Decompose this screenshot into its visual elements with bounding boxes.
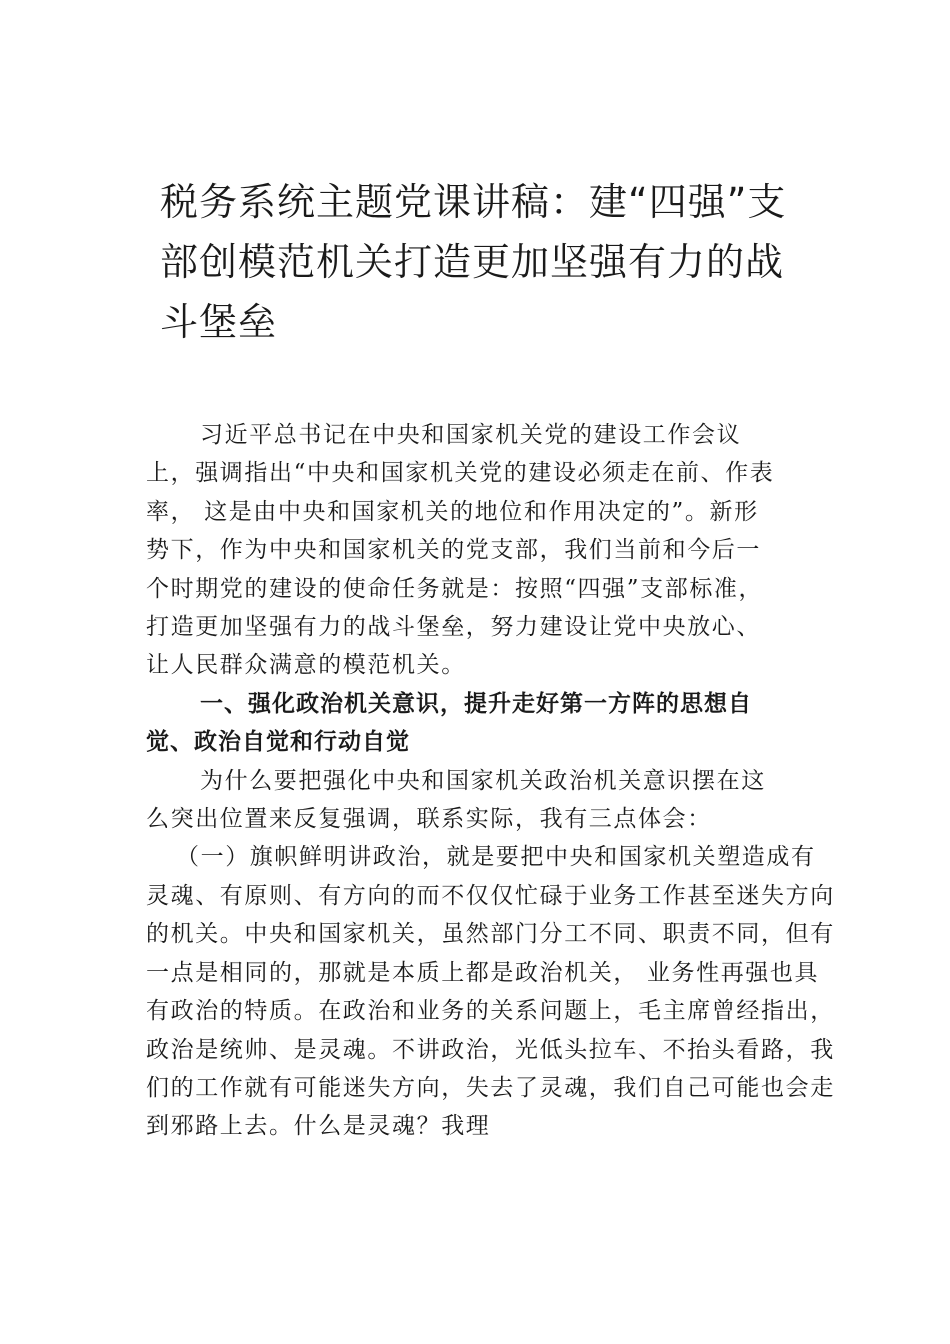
- point-1-paragraph: （一）旗帜鲜明讲政治，就是要把中央和国家机关塑造成有灵魂、有原则、有方向的而不仅仅忙碌于业务工作甚至迷失方向的机关。中央和国家机关，虽然部门分工不同、职责不同，但有一点是相同的，那就是本质上都是政治机关， 业务性再强也具有政治的特质。在政治和业务的关系问题上，毛主席曾经指出，政治是统帅、是灵魂。不讲政治，光低头拉车、不抬头看路，我们的工作就有可能迷失方向，失去了灵魂，我们自己可能也会走到邪路上去。什么是灵魂？我理: [146, 844, 835, 1140]
- section-heading-1: 一、强化政治机关意识，提升走好第一方阵的思想自觉、政治自觉和行动自觉: [146, 690, 752, 756]
- intro-paragraph: 习近平总书记在中央和国家机关党的建设工作会议上，强调指出“中央和国家机关党的建设必须走在前、作表率， 这是由中央和国家机关的地位和作用决定的”。新形势下，作为中央和国家机关的党支部，我们当前和今后一个时期党的建设的使命任务就是：按照“四强”支部标准，打造更加坚强有力的战斗堡垒，努力建设让党中央放心、让人民群众满意的模范机关。: [146, 422, 775, 679]
- document-body: [146, 416, 836, 1146]
- document-title: 税务系统主题党课讲稿：建“四强”支部创模范机关打造更加坚强有力的战斗堡垒: [160, 180, 787, 344]
- question-paragraph: 为什么要把强化中央和国家机关政治机关意识摆在这么突出位置来反复强调，联系实际，我有三点体会：: [146, 767, 766, 833]
